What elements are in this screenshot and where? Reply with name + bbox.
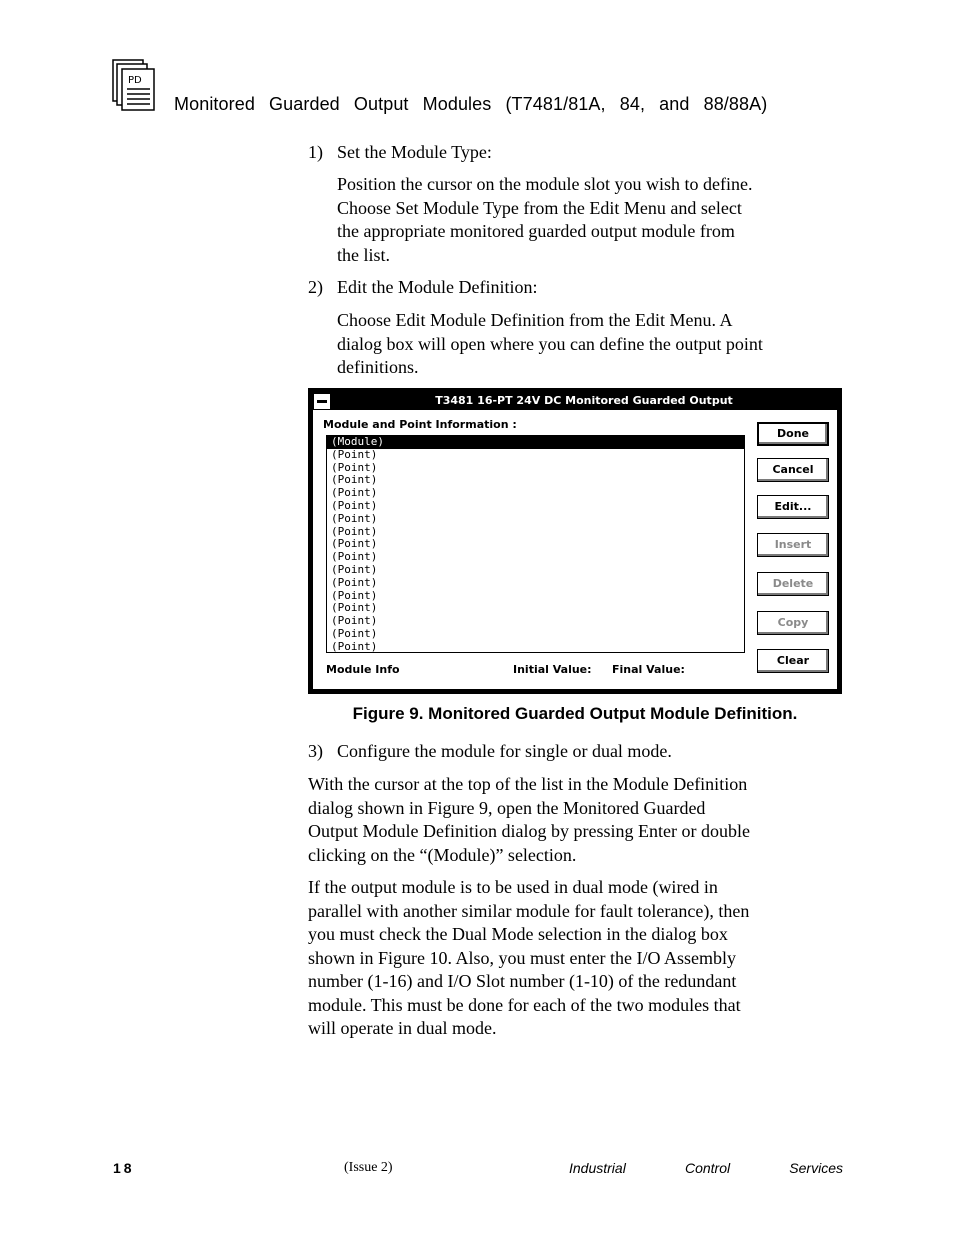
text-line: definitions. bbox=[337, 357, 419, 377]
dialog-titlebar bbox=[313, 393, 837, 410]
edit-button[interactable]: Edit... bbox=[757, 495, 829, 519]
org-word: Control bbox=[684, 1160, 731, 1176]
text-line: parallel with another similar module for fault tolerance), then bbox=[308, 900, 750, 921]
list-item[interactable]: (Point) bbox=[331, 460, 378, 474]
list-label: Module and Point Information : bbox=[323, 418, 517, 431]
cancel-button[interactable]: Cancel bbox=[757, 458, 829, 482]
text-line: clicking on the “(Module)” selection. bbox=[308, 844, 577, 865]
text-line: Position the cursor on the module slot you wish to define. bbox=[337, 174, 753, 194]
figure-caption: Figure 9. Monitored Guarded Output Module Definition. bbox=[352, 704, 798, 723]
org-word: Industrial bbox=[569, 1160, 626, 1176]
step-2-description bbox=[337, 309, 837, 380]
step-number: 3) bbox=[308, 741, 323, 761]
text-line: Choose Set Module Type from the Edit Menu and select bbox=[337, 197, 742, 218]
text-line: Choose Edit Module Definition from the Edit Menu. A bbox=[337, 310, 733, 330]
list-item[interactable]: (Point) bbox=[331, 639, 378, 653]
module-info-label: Module Info bbox=[326, 663, 400, 676]
module-point-listbox[interactable] bbox=[326, 435, 745, 653]
text-line: dialog shown in Figure 9, open the Monitored Guarded bbox=[308, 797, 706, 818]
org-word: Services bbox=[789, 1160, 843, 1176]
list-item[interactable]: (Point) bbox=[331, 447, 378, 461]
text-line: module. This must be done for each of the two modules that bbox=[308, 994, 741, 1015]
initial-value-label: Initial Value: bbox=[513, 663, 592, 676]
issue-label: (Issue 2) bbox=[344, 1160, 393, 1175]
list-item[interactable]: (Point) bbox=[331, 562, 378, 576]
step-3 bbox=[308, 740, 672, 764]
system-menu-icon[interactable] bbox=[313, 393, 331, 410]
step-heading: Configure the module for single or dual mode. bbox=[337, 741, 672, 761]
final-value-label: Final Value: bbox=[612, 663, 685, 676]
list-item[interactable]: (Point) bbox=[331, 486, 378, 500]
list-item[interactable]: (Point) bbox=[331, 575, 378, 589]
list-item[interactable]: (Point) bbox=[331, 550, 378, 564]
text-line: number (1-16) and I/O Slot number (1-10) of the redundant bbox=[308, 971, 737, 991]
svg-text:PD: PD bbox=[128, 75, 142, 86]
list-item[interactable]: (Point) bbox=[331, 524, 378, 538]
step-heading: Set the Module Type: bbox=[337, 142, 492, 162]
text-line: the appropriate monitored guarded output module from bbox=[337, 221, 735, 241]
list-item[interactable]: (Point) bbox=[331, 601, 378, 615]
text-line: dialog box will open where you can define the output point bbox=[337, 333, 763, 354]
text-line: If the output module is to be used in dual mode (wired in bbox=[308, 877, 718, 897]
organization-name bbox=[569, 1160, 843, 1176]
delete-button[interactable]: Delete bbox=[757, 572, 829, 596]
paragraph-dual-mode-intro bbox=[308, 773, 842, 867]
list-item[interactable]: (Point) bbox=[331, 588, 378, 602]
list-item[interactable]: (Point) bbox=[331, 473, 378, 487]
insert-button[interactable]: Insert bbox=[757, 533, 829, 557]
copy-button[interactable]: Copy bbox=[757, 611, 829, 635]
text-line: Output Module Definition dialog by pressing Enter or double bbox=[308, 821, 750, 841]
step-2 bbox=[308, 276, 537, 300]
text-line: shown in Figure 10. Also, you must enter the I/O Assembly bbox=[308, 947, 736, 968]
step-number: 1) bbox=[308, 142, 323, 162]
list-item[interactable]: (Module) bbox=[327, 436, 744, 449]
list-item[interactable]: (Point) bbox=[331, 498, 378, 512]
pd-documents-logo bbox=[112, 59, 156, 111]
clear-button[interactable]: Clear bbox=[757, 649, 829, 673]
dialog-title: T3481 16-PT 24V DC Monitored Guarded Output bbox=[435, 394, 733, 407]
running-header-title: Monitored Guarded Output Modules (T7481/81A, 84, and 88/88A) bbox=[174, 94, 768, 114]
step-number: 2) bbox=[308, 277, 323, 297]
page-number: 18 bbox=[113, 1160, 135, 1176]
step-1 bbox=[308, 141, 492, 165]
list-item[interactable]: (Point) bbox=[331, 614, 378, 628]
done-button[interactable]: Done bbox=[757, 422, 829, 446]
list-item[interactable]: (Point) bbox=[331, 626, 378, 640]
step-1-description bbox=[337, 173, 837, 267]
list-item[interactable]: (Point) bbox=[331, 537, 378, 551]
paragraph-dual-mode-details bbox=[308, 876, 842, 1041]
text-line: you must check the Dual Mode selection in the dialog box bbox=[308, 924, 728, 944]
text-line: will operate in dual mode. bbox=[308, 1018, 497, 1038]
list-item[interactable]: (Point) bbox=[331, 511, 378, 525]
module-definition-dialog bbox=[308, 388, 842, 694]
step-heading: Edit the Module Definition: bbox=[337, 277, 538, 297]
text-line: the list. bbox=[337, 244, 390, 265]
text-line: With the cursor at the top of the list in the Module Definition bbox=[308, 774, 748, 794]
